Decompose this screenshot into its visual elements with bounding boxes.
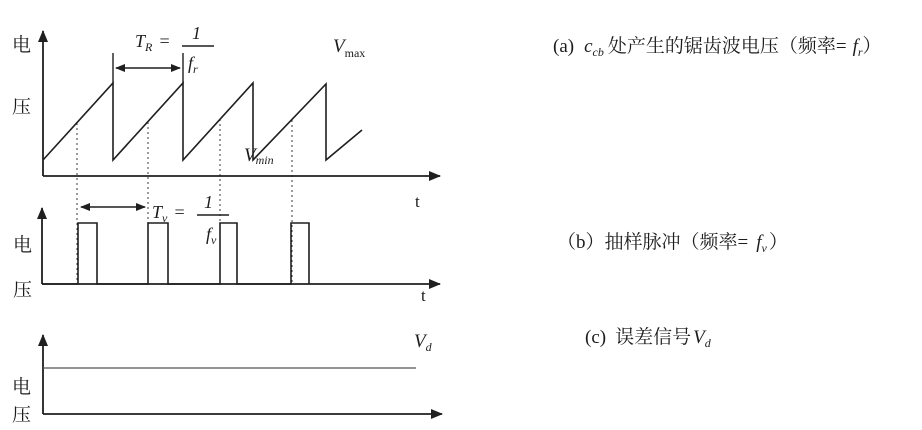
vmax-V: V <box>333 36 345 57</box>
panel-c-error-signal-plot <box>12 331 442 426</box>
period-formula-a-denominator <box>188 53 198 76</box>
panel-c-y-axis-label-1: 电 <box>12 377 32 398</box>
vmin-V: V <box>244 145 256 166</box>
panel-a-y-axis-label-2: 压 <box>12 97 32 118</box>
vmax-label <box>333 36 365 60</box>
caption-a-freq-sub: r <box>857 45 863 59</box>
caption-b-close: ） <box>768 232 788 253</box>
sawtooth-waveform <box>43 83 362 160</box>
period-formula-b <box>152 192 229 247</box>
caption-b-text: 抽样脉冲（频率= <box>604 232 749 253</box>
caption-c <box>585 326 712 350</box>
panel-b-y-axis-label-1: 电 <box>13 235 33 256</box>
caption-b-index: （b） <box>557 232 605 253</box>
caption-c-var: V <box>693 327 705 348</box>
caption-b-freq-sub: v <box>761 241 767 255</box>
formula-b-T-sub: v <box>162 211 168 225</box>
period-formula-b-lhs <box>152 202 186 225</box>
vd-level-label <box>414 331 433 354</box>
formula-b-f: f <box>206 224 212 244</box>
panel-b-time-label: t <box>421 286 426 305</box>
vmin-label <box>244 145 274 167</box>
caption-c-text: 误差信号 <box>615 327 692 348</box>
period-formula-b-denominator <box>206 224 217 247</box>
vmax-sub: max <box>344 46 366 60</box>
caption-a-index: (a) <box>553 36 575 57</box>
formula-b-f-sub: v <box>211 233 217 247</box>
caption-c-var-sub: d <box>704 336 711 350</box>
panel-a-sawtooth-plot <box>12 23 440 211</box>
caption-a <box>553 35 882 59</box>
panel-b-y-axis-label-2: 压 <box>13 280 33 301</box>
formula-a-f: f <box>188 53 194 73</box>
period-formula-a-lhs <box>135 31 171 54</box>
caption-a-freq-var: f <box>852 36 858 57</box>
captions <box>553 35 882 350</box>
caption-b <box>557 231 788 255</box>
formula-a-f-sub: r <box>193 62 198 76</box>
caption-a-var-sub: cb <box>592 45 604 59</box>
panel-c-y-axis-label-2: 压 <box>12 405 32 426</box>
period-formula-b-numerator: 1 <box>204 192 213 212</box>
caption-a-var: c <box>584 36 593 57</box>
panel-a-y-axis-label-1: 电 <box>12 35 32 56</box>
caption-a-close: ） <box>862 36 882 57</box>
vd-sub: d <box>425 340 432 354</box>
formula-a-T-sub: R <box>145 40 153 54</box>
formula-b-equals: = <box>173 202 186 222</box>
formula-b-T: T <box>152 202 163 222</box>
period-formula-a-numerator: 1 <box>192 23 201 43</box>
formula-a-T: T <box>135 31 146 51</box>
vd-V: V <box>414 331 426 352</box>
caption-a-text: 处产生的锯齿波电压（频率= <box>607 36 847 57</box>
vmin-sub: min <box>255 153 274 167</box>
pulse-train-waveform <box>42 223 309 284</box>
panel-a-time-label: t <box>415 192 420 211</box>
caption-c-index: (c) <box>585 327 607 348</box>
caption-b-freq-var: f <box>756 232 762 253</box>
formula-a-equals: = <box>158 31 171 51</box>
